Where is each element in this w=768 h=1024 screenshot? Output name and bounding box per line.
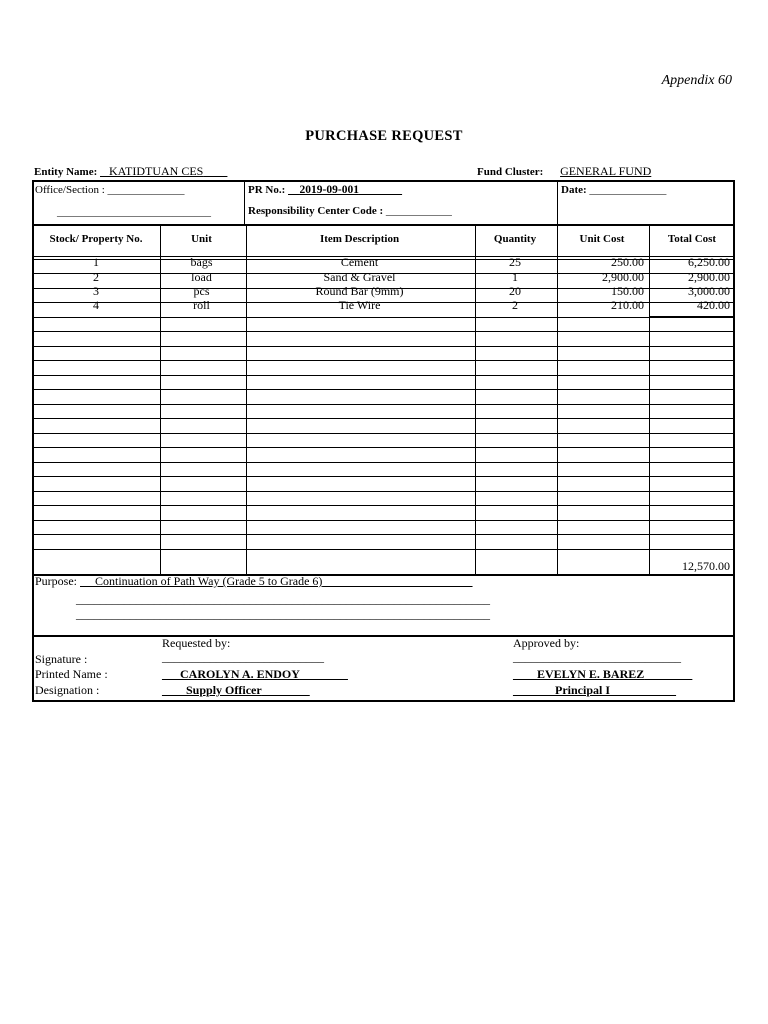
signature-label: Signature : <box>35 652 88 666</box>
item-description: Cement <box>340 255 379 269</box>
col-header-description: Item Description <box>319 233 400 245</box>
item-quantity: 1 <box>512 270 518 284</box>
item-total-cost: 420.00 <box>697 298 730 312</box>
appendix-label: Appendix 60 <box>661 73 732 88</box>
approved-by-label: Approved by: <box>513 636 580 650</box>
item-unit: roll <box>193 298 210 312</box>
fund-cluster-row <box>477 164 651 179</box>
col-header-total-cost: Total Cost <box>667 233 717 245</box>
office-section-label: Office/Section : <box>35 184 105 196</box>
table-row-divider <box>34 491 733 492</box>
item-no: 4 <box>93 298 99 312</box>
table-row-divider <box>34 447 733 448</box>
approved-name: EVELYN E. BAREZ <box>537 667 645 681</box>
approved-name-row: ____EVELYN E. BAREZ________ <box>513 667 693 681</box>
table-row-divider <box>34 346 733 347</box>
item-description: Tie Wire <box>338 298 381 312</box>
item-description: Round Bar (9mm) <box>315 284 404 298</box>
table-row-divider <box>34 418 733 419</box>
pr-no-value: 2019-09-001 <box>299 184 359 196</box>
table-row-divider <box>34 476 733 477</box>
purpose-label: Purpose: <box>35 574 77 588</box>
item-unit-cost: 250.00 <box>611 255 644 269</box>
requested-signature-line: ___________________________ <box>162 650 324 664</box>
designation-label: Designation : <box>35 683 100 697</box>
pr-no-label: PR No.: <box>248 184 286 196</box>
item-no: 2 <box>93 270 99 284</box>
purpose-value: Continuation of Path Way (Grade 5 to Grade 6) <box>95 574 323 588</box>
table-row-divider <box>34 534 733 535</box>
item-no: 1 <box>93 255 99 269</box>
col-header-stock: Stock/ Property No. <box>49 233 143 245</box>
total-column-divider <box>649 316 733 317</box>
col-header-quantity: Quantity <box>493 233 537 245</box>
item-unit-cost: 2,900.00 <box>602 270 644 284</box>
pr-no-row <box>248 184 402 196</box>
entity-name-label: Entity Name: <box>34 166 98 178</box>
item-unit: pcs <box>193 284 210 298</box>
table-row-divider <box>34 331 733 332</box>
table-row-divider <box>34 317 733 318</box>
fund-cluster-value: GENERAL FUND <box>560 164 652 178</box>
item-quantity: 2 <box>512 298 518 312</box>
purpose-line-2: _____________________________________________________________________ <box>76 592 490 606</box>
requested-designation: Supply Officer <box>186 683 262 697</box>
table-row-divider <box>34 505 733 506</box>
office-section-line: ____________________________ <box>57 206 211 218</box>
item-description: Sand & Gravel <box>323 270 396 284</box>
item-total-cost: 3,000.00 <box>688 284 730 298</box>
entity-name-value: KATIDTUAN CES <box>109 164 204 178</box>
printed-name-label: Printed Name : <box>35 667 108 681</box>
grand-total: 12,570.00 <box>682 559 730 573</box>
date-label: Date: <box>561 184 587 196</box>
col-header-unit: Unit <box>191 233 212 245</box>
page-title: PURCHASE REQUEST <box>305 128 463 144</box>
item-total-cost: 6,250.00 <box>688 255 730 269</box>
approved-designation-row: _______Principal I___________ <box>513 683 677 697</box>
item-quantity: 20 <box>509 284 521 298</box>
table-row-divider <box>34 404 733 405</box>
purpose-line-3: _____________________________________________________________________ <box>76 607 490 621</box>
item-unit-cost: 210.00 <box>611 298 644 312</box>
requested-name: CAROLYN A. ENDOY <box>180 667 300 681</box>
responsibility-center-row: Responsibility Center Code : ____________ <box>248 205 452 217</box>
requested-designation-row: ____Supply Officer________ <box>162 683 310 697</box>
item-unit: bags <box>190 255 213 269</box>
approved-designation: Principal I <box>555 683 611 697</box>
entity-name-row: Entity Name: _KATIDTUAN CES____ <box>34 164 228 178</box>
purpose-row: Purpose: __Continuation of Path Way (Grade 5 to Grade 6)_________________________ <box>35 574 473 588</box>
table-row-divider <box>34 520 733 521</box>
item-unit-cost: 150.00 <box>611 284 644 298</box>
table-row-divider <box>34 462 733 463</box>
requested-name-row: ___CAROLYN A. ENDOY________ <box>162 667 348 681</box>
col-header-unit-cost: Unit Cost <box>579 233 625 245</box>
table-row-divider <box>34 433 733 434</box>
responsibility-center-label: Responsibility Center Code : <box>248 205 384 217</box>
approved-signature-line: ____________________________ <box>513 650 681 664</box>
table-row-divider <box>34 360 733 361</box>
item-unit: load <box>191 270 212 284</box>
date-row: Date: ______________ <box>561 184 667 196</box>
item-quantity: 25 <box>509 255 521 269</box>
item-no: 3 <box>93 284 99 298</box>
item-total-cost: 2,900.00 <box>688 270 730 284</box>
table-row-divider <box>34 389 733 390</box>
fund-cluster-label: Fund Cluster: <box>477 166 544 178</box>
requested-by-label: Requested by: <box>162 636 231 650</box>
office-section-row: Office/Section : ______________ <box>35 184 185 196</box>
table-row-divider <box>34 549 733 550</box>
table-row-divider <box>34 375 733 376</box>
